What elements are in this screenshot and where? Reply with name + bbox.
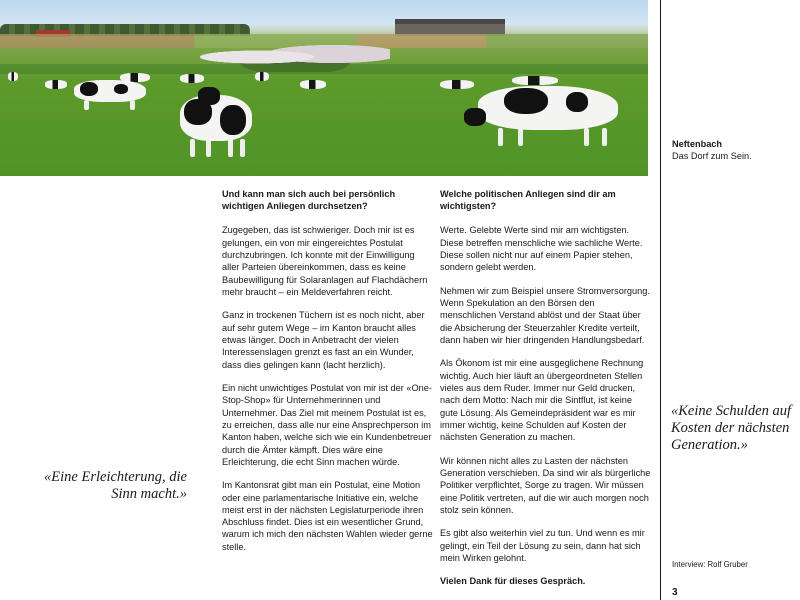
answer-paragraph: Im Kantonsrat gibt man ein Postulat, eine Motion oder eine parlamentarische Initiative ein, welche meist erst in der nächsten Legislaturperiode ihren Abschluss findet. Dies ist ein wesentlicher Grund, warum ich mich den nächsten Wahlen wieder gerne stelle. — [222, 480, 433, 552]
answer-paragraph: Werte. Gelebte Werte sind mir am wichtigsten. Diese betreffen menschliche wie sachliche Werte. Diese sollen nicht nur auf einem Papier stehen, sondern gelebt werden. — [440, 225, 643, 273]
page-number: 3 — [672, 587, 678, 598]
closing-line: Vielen Dank für dieses Gespräch. — [440, 576, 586, 587]
cows-in-meadow-photo — [0, 0, 648, 176]
interview-credit: Interview: Rolf Gruber — [672, 560, 748, 569]
cow-right — [478, 86, 618, 130]
answer-paragraph: Es gibt also weiterhin viel zu tun. Und wenn es mir gelingt, ein Teil der Lösung zu sein, dann hat sich mein Wirken gelohnt. — [440, 528, 645, 563]
question-heading-1: Und kann man sich auch bei persönlich wichtigen Anliegen durchsetzen? — [222, 189, 396, 212]
answer-paragraph: Zugegeben, das ist schwieriger. Doch mir ist es gelungen, ein von mir eingereichtes Postulat durchzubringen. Ich konnte mit der Einwilligung aller Parteien übereinkommen, dass es keine Baubewilligung für Solaranlagen auf Flachdächern mehr braucht – ein Meldeverfahren reicht. — [222, 225, 428, 297]
answer-paragraph: Ganz in trockenen Tüchern ist es noch nicht, aber auf sehr gutem Wege – im Kanton braucht alles etwas länger. Doch in Anbetracht der vielen Interessenslagen grenzt es fast an ein Wunder, dass dies gelingen kann (lacht herzlich). — [222, 310, 425, 370]
answer-paragraph: Ein nicht unwichtiges Postulat von mir ist der «One-Stop-Shop» für Unternehmerinnen und Unternehmer. Das Ziel mit meinem Postulat ist es, zu erreichen, dass alle nur eine Ansprechperson im Kanton haben, welche sich wie ein Kundenbetreuer durch die Ämter kämpft. Dies wäre eine Erleichterung, die echt Sinn machen würde. — [222, 383, 432, 467]
tree-shadow — [0, 64, 648, 74]
answer-paragraph: Als Ökonom ist mir eine ausgeglichene Rechnung wichtig. Auch hier läuft an übergeordneten Stellen vieles aus dem Ruder. Immer nur Geld drucken, nach dem Motto: Nach mir die Sintflut, ist keine gute Lösung. Als Gemeindepräsident war es mir immer wichtig, keine Schulden auf Kosten der nächsten Generation zu machen. — [440, 358, 644, 443]
place-slogan: Das Dorf zum Sein. — [672, 151, 752, 161]
interview-column-2 — [440, 188, 652, 599]
place-tagline — [672, 138, 752, 162]
answer-paragraph: Wir können nicht alles zu Lasten der nächsten Generation verschieben. Da sind wir als bürgerliche Politiker verpflichtet, Sorge zu tragen. Wir müssen eine Politik vertreten, auf die wir auch morgen noch stolz sein können. — [440, 455, 651, 515]
sidebar-divider — [660, 0, 661, 600]
place-name: Neftenbach — [672, 139, 723, 149]
interview-column-1 — [222, 188, 434, 564]
cow-left — [74, 80, 146, 102]
answer-paragraph: Nehmen wir zum Beispiel unsere Stromversorgung. Wenn Spekulation an den Börsen den menschlichen Verstand ablöst und der Staat über die Absicherung der Steuerzahler Kredite verteilt, dann haben wir hier dringenden Handlungsbedarf. — [440, 285, 650, 345]
pull-quote-left: «Eine Erleichterung, die Sinn macht.» — [44, 469, 187, 502]
cow-center — [180, 95, 252, 141]
question-heading-2: Welche politischen Anliegen sind dir am wichtigsten? — [440, 189, 616, 212]
pull-quote-right: «Keine Schulden auf Kosten der nächsten Generation.» — [671, 403, 792, 453]
